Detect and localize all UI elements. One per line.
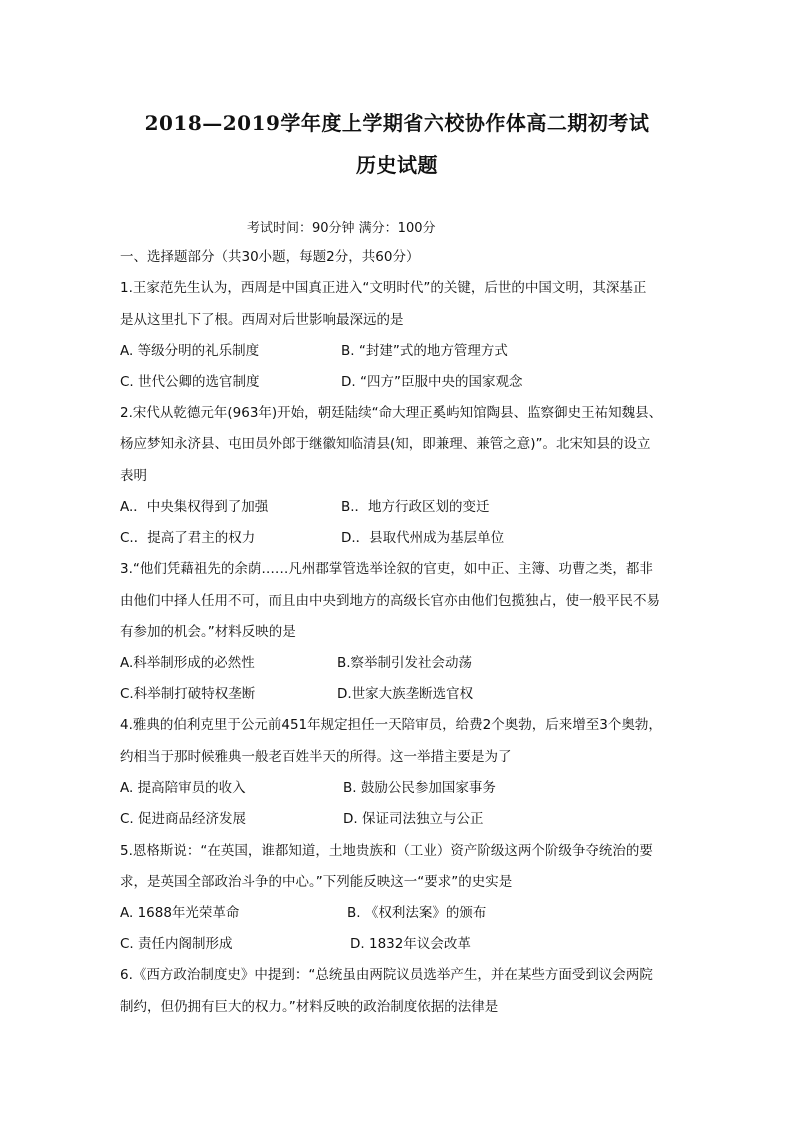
question-2-option-c: C.．提高了君主的权力	[120, 530, 256, 546]
question-2-option-a: A.．中央集权得到了加强	[120, 499, 269, 515]
question-5-line-1: 5.恩格斯说：“在英国，谁都知道，土地贵族和（工业）资产阶级这两个阶级争夺统治的要	[120, 843, 653, 859]
question-3-line-3: 有参加的机会。”材料反映的是	[120, 624, 296, 640]
question-4-line-2: 约相当于那时候雅典一般老百姓半天的所得。这一举措主要是为了	[120, 749, 512, 765]
exam-subtitle: 历史试题	[356, 153, 438, 177]
question-2-line-1: 2.宋代从乾德元年(963年)开始，朝廷陆续“命大理正奚屿知馆陶县、监察御史王祐知魏县、	[120, 405, 663, 421]
question-5-option-b: B. 《权利法案》的颁布	[347, 905, 487, 921]
question-4-option-a: A. 提高陪审员的收入	[120, 780, 246, 796]
question-4-line-1: 4.雅典的伯利克里于公元前451年规定担任一天陪审员，给费2个奥勃，后来增至3个奥勃，	[120, 717, 662, 733]
question-4-option-b: B. 鼓励公民参加国家事务	[343, 780, 496, 796]
question-1-option-c: C. 世代公卿的选官制度	[120, 374, 260, 390]
question-5-line-2: 求，是英国全部政治斗争的中心。”下列能反映这一“要求”的史实是	[120, 874, 513, 890]
question-3-line-2: 由他们中择人任用不可，而且由中央到地方的高级长官亦由他们包揽独占，使一般平民不易	[120, 593, 660, 609]
question-3-option-c: C.科举制打破特权垄断	[120, 686, 256, 702]
question-1-line-2: 是从这里扎下了根。西周对后世影响最深远的是	[120, 312, 404, 328]
question-3-option-d: D.世家大族垄断选官权	[337, 686, 474, 702]
question-1-line-1: 1.王家范先生认为，西周是中国真正进入“文明时代”的关键，后世的中国文明，其深基正	[120, 280, 647, 296]
question-3-option-a: A.科举制形成的必然性	[120, 655, 255, 671]
question-1-option-b: B. “封建”式的地方管理方式	[341, 343, 508, 359]
question-2-line-2: 杨应梦知永济县、屯田员外郎于继徽知临清县(知，即兼理、兼管之意)”。北宋知县的设立	[120, 436, 651, 452]
question-4-option-c: C. 促进商品经济发展	[120, 811, 247, 827]
section-heading: 一、选择题部分（共30小题，每题2分，共60分）	[120, 249, 420, 265]
question-1-option-a: A. 等级分明的礼乐制度	[120, 343, 260, 359]
question-6-line-2: 制约，但仍拥有巨大的权力。”材料反映的政治制度依据的法律是	[120, 999, 499, 1015]
question-6-line-1: 6.《西方政治制度史》中提到：“总统虽由两院议员选举产生，并在某些方面受到议会两院	[120, 967, 653, 983]
question-2-line-3: 表明	[120, 468, 147, 484]
exam-info: 考试时间：90分钟 满分：100分	[247, 221, 436, 236]
exam-title: 2018—2019学年度上学期省六校协作体高二期初考试	[144, 111, 650, 135]
question-5-option-a: A. 1688年光荣革命	[120, 905, 240, 921]
question-1-option-d: D. “四方”臣服中央的国家观念	[341, 374, 523, 390]
question-4-option-d: D. 保证司法独立与公正	[343, 811, 484, 827]
question-2-option-d: D.．县取代州成为基层单位	[341, 530, 505, 546]
question-3-option-b: B.察举制引发社会动荡	[337, 655, 473, 671]
question-5-option-c: C. 责任内阁制形成	[120, 936, 233, 952]
question-5-option-d: D. 1832年议会改革	[350, 936, 471, 952]
question-3-line-1: 3.“他们凭藉祖先的余荫……凡州郡掌管选举诠叙的官吏，如中正、主簿、功曹之类，都非	[120, 561, 653, 577]
question-2-option-b: B.．地方行政区划的变迁	[341, 499, 490, 515]
